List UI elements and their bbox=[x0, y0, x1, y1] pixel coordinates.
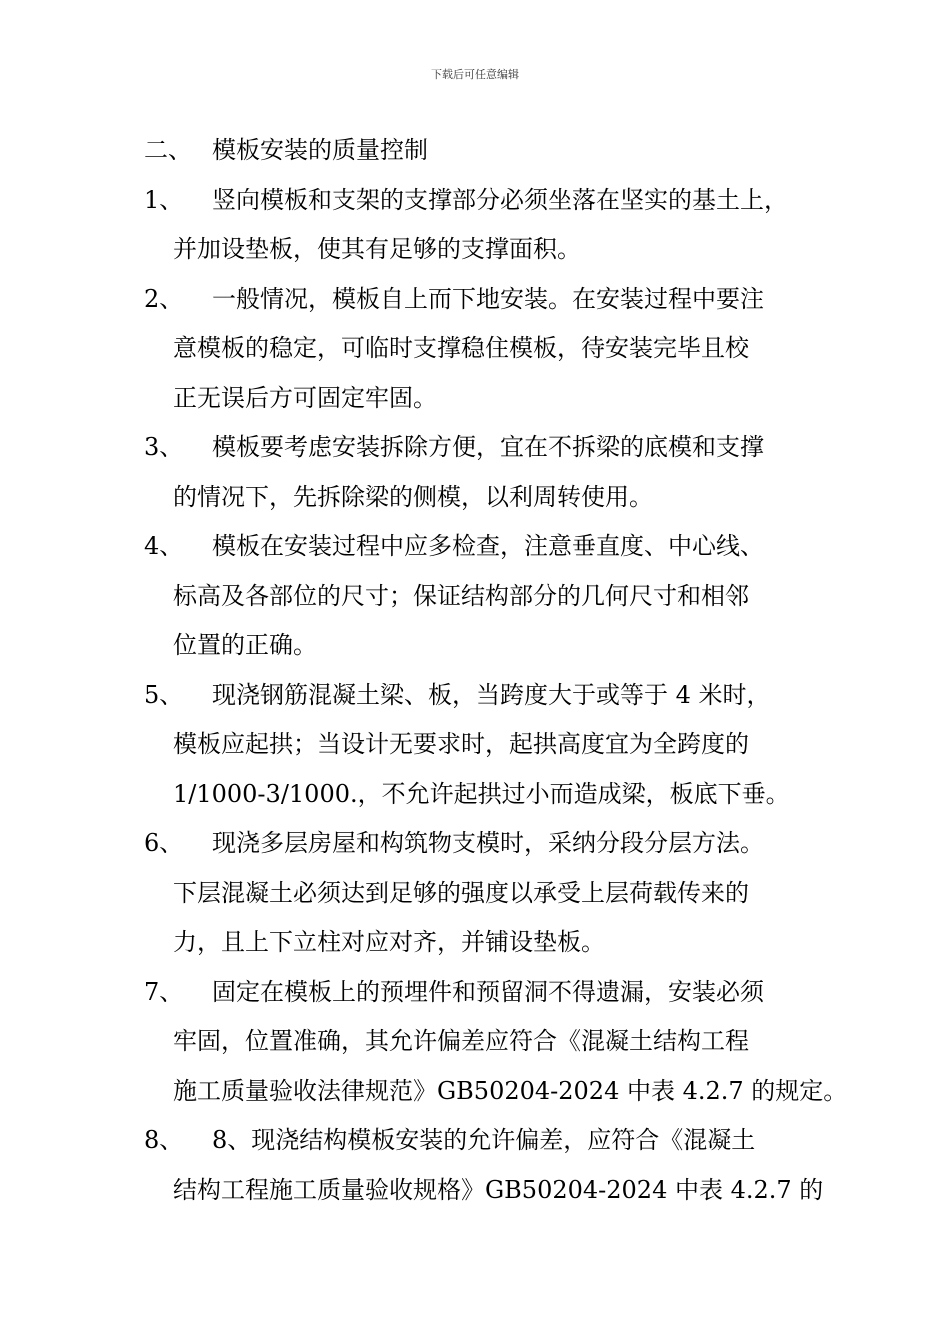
item-line: 意模板的稳定，可临时支撑稳住模板，待安装完毕且校 bbox=[173, 334, 749, 362]
document-body bbox=[142, 126, 848, 1215]
item-line: 并加设垫板，使其有足够的支撑面积。 bbox=[173, 235, 581, 263]
item-line: 模板在安装过程中应多检查，注意垂直度、中心线、 bbox=[212, 532, 764, 560]
section-title: 模板安装的质量控制 bbox=[212, 136, 428, 164]
item-number: 4、 bbox=[144, 532, 184, 560]
item-line: 下层混凝土必须达到足够的强度以承受上层荷载传来的 bbox=[173, 878, 749, 907]
list-item bbox=[142, 671, 832, 820]
item-line: 位置的正确。 bbox=[173, 631, 317, 659]
section-number: 二、 bbox=[144, 136, 192, 164]
item-line: 现浇多层房屋和构筑物支模时，采纳分段分层方法。 bbox=[212, 829, 764, 857]
item-number: 2、 bbox=[144, 284, 184, 313]
item-line: 一般情况，模板自上而下地安装。在安装过程中要注 bbox=[212, 284, 764, 313]
list-item bbox=[142, 522, 832, 671]
section-heading bbox=[142, 126, 832, 176]
item-list bbox=[142, 176, 848, 1216]
list-item bbox=[142, 1116, 832, 1215]
item-number: 8、 bbox=[144, 1126, 184, 1154]
list-item bbox=[142, 275, 832, 424]
item-number: 6、 bbox=[144, 829, 184, 857]
item-number: 7、 bbox=[144, 977, 184, 1006]
item-line: 标高及各部位的尺寸；保证结构部分的几何尺寸和相邻 bbox=[173, 581, 749, 610]
item-line: 正无误后方可固定牢固。 bbox=[173, 383, 437, 412]
item-line: 牢固，位置准确，其允许偏差应符合《混凝土结构工程 bbox=[173, 1027, 749, 1055]
list-item bbox=[142, 423, 832, 522]
item-line: 模板要考虑安装拆除方便，宜在不拆梁的底模和支撑 bbox=[212, 433, 764, 461]
list-item bbox=[142, 819, 832, 968]
item-line: 8、现浇结构模板安装的允许偏差，应符合《混凝土 bbox=[212, 1126, 756, 1154]
item-number: 1、 bbox=[144, 185, 184, 214]
item-number: 3、 bbox=[144, 433, 184, 461]
list-item bbox=[142, 176, 832, 275]
item-line: 的情况下，先拆除梁的侧模，以利周转使用。 bbox=[173, 482, 653, 511]
item-number: 5、 bbox=[144, 680, 184, 709]
item-line: 施工质量验收法律规范》GB50204-2024 中表 4.2.7 的规定。 bbox=[173, 1076, 848, 1105]
header-note: 下载后可任意编辑 bbox=[431, 68, 519, 81]
item-line: 模板应起拱；当设计无要求时，起拱高度宜为全跨度的 bbox=[173, 730, 749, 758]
item-line: 固定在模板上的预埋件和预留洞不得遗漏，安装必须 bbox=[212, 977, 764, 1006]
item-line: 现浇钢筋混凝土梁、板，当跨度大于或等于 4 米时， bbox=[212, 680, 771, 709]
item-line: 1/1000-3/1000.，不允许起拱过小而造成梁，板底下垂。 bbox=[173, 779, 790, 808]
item-line: 竖向模板和支架的支撑部分必须坐落在坚实的基土上， bbox=[212, 185, 788, 214]
list-item bbox=[142, 968, 848, 1117]
item-line: 力，且上下立柱对应对齐，并铺设垫板。 bbox=[173, 928, 605, 956]
item-line: 结构工程施工质量验收规格》GB50204-2024 中表 4.2.7 的 bbox=[173, 1175, 824, 1204]
